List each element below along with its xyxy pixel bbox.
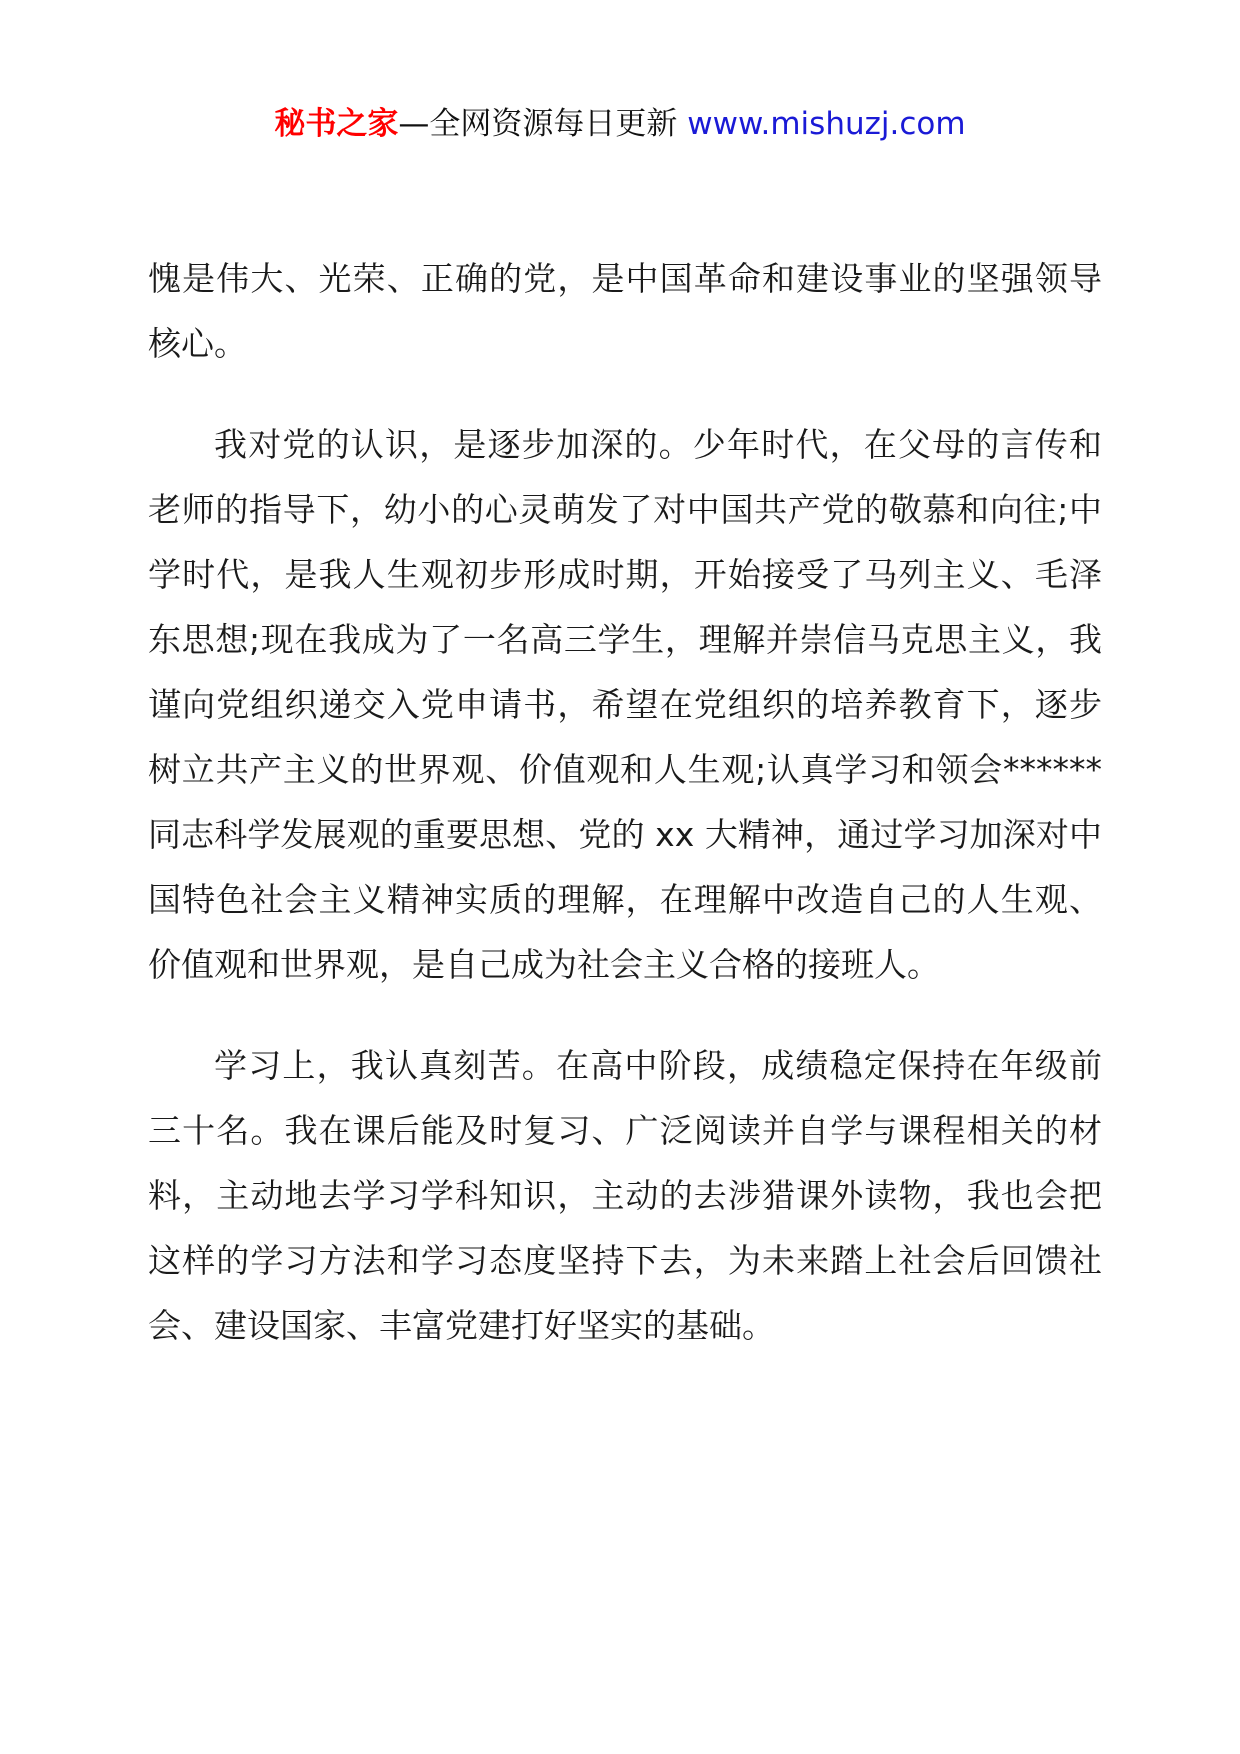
paragraph-understanding: 我对党的认识，是逐步加深的。少年时代，在父母的言传和老师的指导下，幼小的心灵萌发了对中国共产党的敬慕和向往;中学时代，是我人生观初步形成时期，开始接受了马列主义、毛泽东思想;现在我成为了一名高三学生，理解并崇信马克思主义，我谨向党组织递交入党申请书，希望在党组织的培养教育下，逐步树立共产主义的世界观、价值观和人生观;认真学习和领会******同志科学发展观的重要思想、党的 xx 大精神，通过学习加深对中国特色社会主义精神实质的理解，在理解中改造自己的人生观、价值观和世界观，是自己成为社会主义合格的接班人。 bbox=[148, 425, 1102, 984]
paragraph-study: 学习上，我认真刻苦。在高中阶段，成绩稳定保持在年级前三十名。我在课后能及时复习、广泛阅读并自学与课程相关的材料，主动地去学习学科知识，主动的去涉猎课外读物，我也会把这样的学习方法和学习态度坚持下去，为未来踏上社会后回馈社会、建设国家、丰富党建打好坚实的基础。 bbox=[148, 1046, 1102, 1345]
page-header bbox=[0, 102, 1240, 146]
site-url-link[interactable]: www.mishuzj.com bbox=[687, 106, 966, 142]
document-body bbox=[148, 246, 1102, 1394]
paragraph-continuation: 愧是伟大、光荣、正确的党，是中国革命和建设事业的坚强领导核心。 bbox=[148, 259, 1102, 363]
header-tagline: —全网资源每日更新 bbox=[398, 106, 678, 142]
brand-name: 秘书之家 bbox=[274, 106, 399, 142]
